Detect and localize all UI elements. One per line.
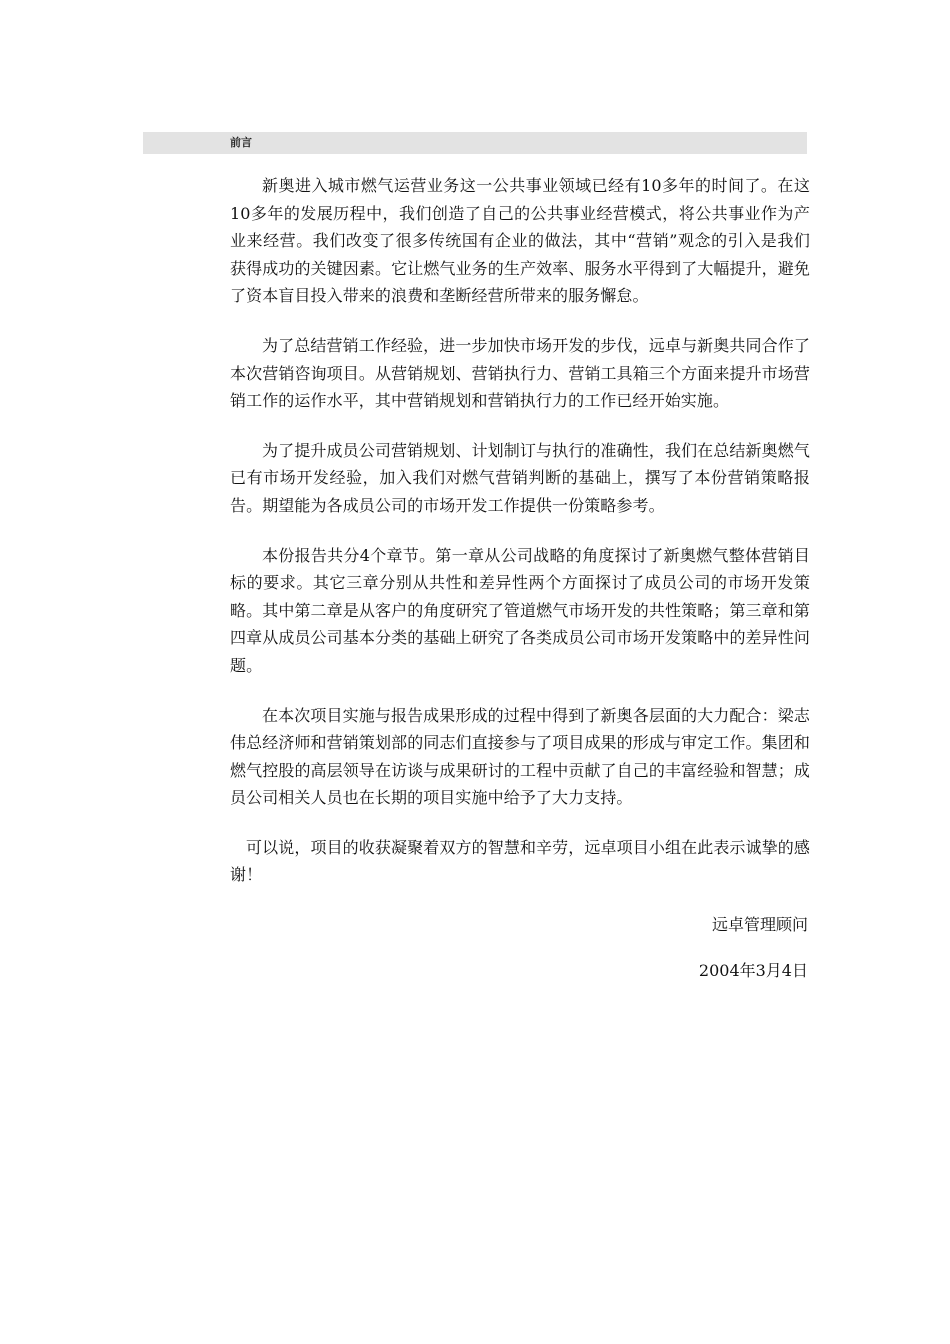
document-body	[230, 172, 810, 1002]
paragraph-4: 本份报告共分4个章节。第一章从公司战略的角度探讨了新奥燃气整体营销目标的要求。其它三章分别从共性和差异性两个方面探讨了成员公司的市场开发策略。其中第二章是从客户的角度研究了管道燃气市场开发的共性策略；第三章和第四章从成员公司基本分类的基础上研究了各类成员公司市场开发策略中的差异性问题。	[230, 545, 810, 675]
paragraph-6: 可以说，项目的收获凝聚着双方的智慧和辛劳，远卓项目小组在此表示诚挚的感谢！	[230, 837, 810, 885]
section-title: 前言	[230, 136, 252, 149]
signature-date: 2004年3月4日	[698, 960, 808, 980]
paragraph-5: 在本次项目实施与报告成果形成的过程中得到了新奥各层面的大力配合：梁志伟总经济师和营销策划部的同志们直接参与了项目成果的形成与审定工作。集团和燃气控股的高层领导在访谈与成果研讨的工程中贡献了自己的丰富经验和智慧；成员公司相关人员也在长期的项目实施中给予了大力支持。	[230, 705, 810, 808]
signature-organization: 远卓管理顾问	[711, 915, 808, 935]
paragraph-1: 新奥进入城市燃气运营业务这一公共事业领域已经有10多年的时间了。在这10多年的发展历程中，我们创造了自己的公共事业经营模式，将公共事业作为产业来经营。我们改变了很多传统国有企业的做法，其中“营销”观念的引入是我们获得成功的关键因素。它让燃气业务的生产效率、服务水平得到了大幅提升，避免了资本盲目投入带来的浪费和垄断经营所带来的服务懈怠。	[230, 176, 810, 306]
paragraph-2: 为了总结营销工作经验，进一步加快市场开发的步伐，远卓与新奥共同合作了本次营销咨询项目。从营销规划、营销执行力、营销工具箱三个方面来提升市场营销工作的运作水平，其中营销规划和营销执行力的工作已经开始实施。	[230, 335, 810, 411]
paragraph-3: 为了提升成员公司营销规划、计划制订与执行的准确性，我们在总结新奥燃气已有市场开发经验，加入我们对燃气营销判断的基础上，撰写了本份营销策略报告。期望能为各成员公司的市场开发工作提供一份策略参考。	[230, 440, 810, 515]
section-header-bar	[143, 132, 807, 154]
